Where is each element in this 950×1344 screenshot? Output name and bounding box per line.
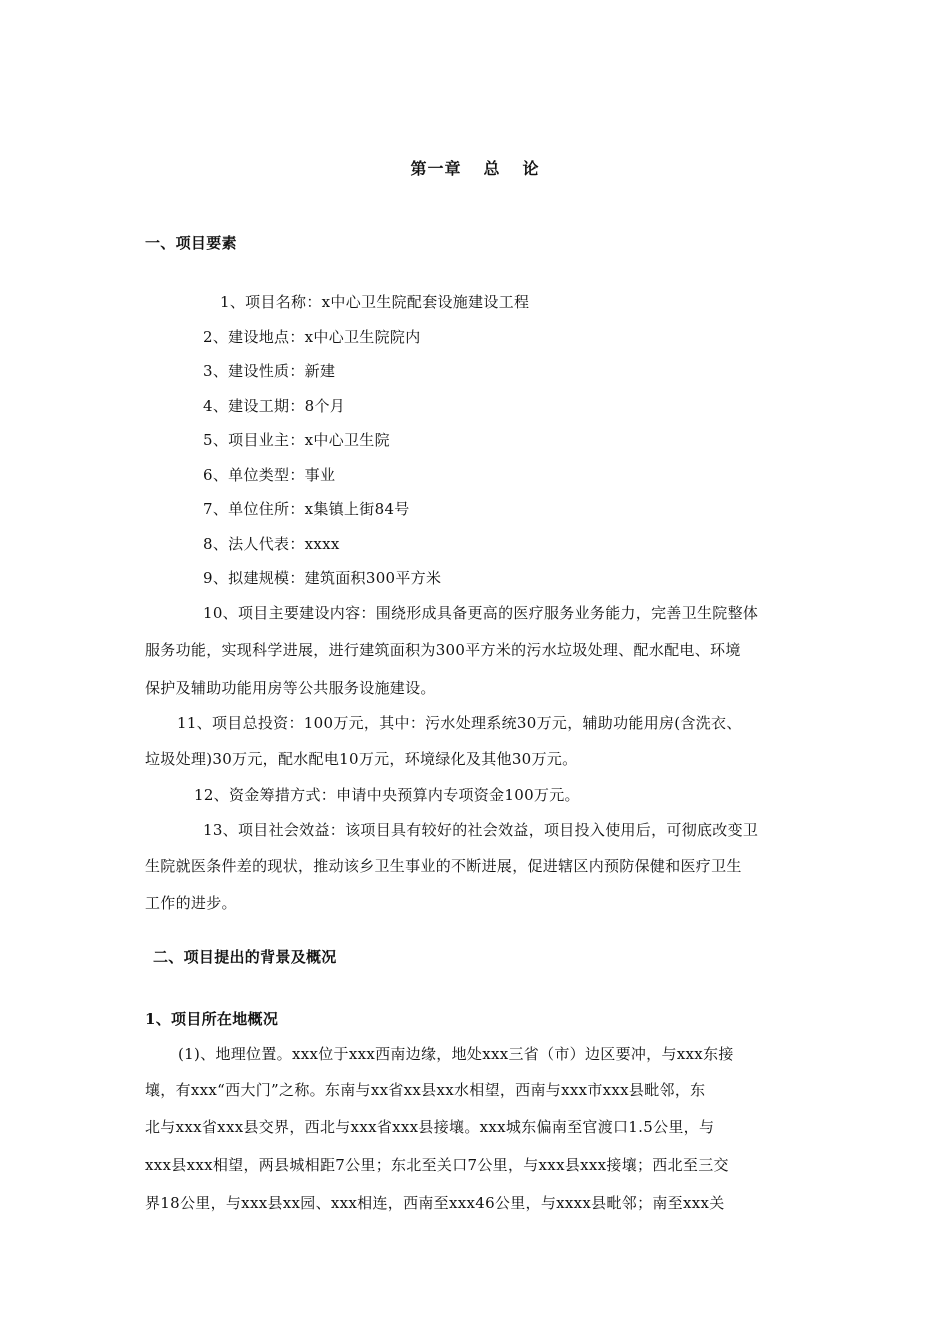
item-6: 6、单位类型：事业 [203,466,336,484]
item-13-line-2: 生院就医条件差的现状，推动该乡卫生事业的不断进展，促进辖区内预防保健和医疗卫生 [145,857,742,875]
chapter-title-part3: 论 [522,159,540,178]
item-11-line-2: 垃圾处理)30万元，配水配电10万元，环境绿化及其他30万元。 [145,750,578,768]
para-line-3: 北与xxx省xxx县交界，西北与xxx省xxx县接壤。xxx城东偏南至官渡口1.5公里，与 [145,1118,715,1136]
item-7: 7、单位住所：x集镇上街84号 [203,500,410,518]
item-4: 4、建设工期：8个月 [203,397,346,415]
chapter-title [0,156,950,179]
item-10-line-1: 10、项目主要建设内容：围绕形成具备更高的医疗服务业务能力，完善卫生院整体 [203,604,759,622]
item-8: 8、法人代表：xxxx [203,535,340,553]
item-5: 5、项目业主：x中心卫生院 [203,431,390,449]
item-11-line-1: 11、项目总投资：100万元，其中：污水处理系统30万元，辅助功能用房(含洗衣、 [177,714,742,732]
para-line-5: 界18公里，与xxx县xx园、xxx相连，西南至xxx46公里，与xxxx县毗邻；南至xxx关 [145,1194,725,1212]
item-3: 3、建设性质：新建 [203,362,336,380]
chapter-title-part1: 第一章 [410,159,462,178]
item-10-line-2: 服务功能，实现科学进展，进行建筑面积为300平方米的污水垃圾处理、配水配电、环境 [145,641,741,659]
item-2: 2、建设地点：x中心卫生院院内 [203,328,421,346]
section1-heading: 一、项目要素 [145,234,237,252]
item-9: 9、拟建规模：建筑面积300平方米 [203,569,442,587]
item-13-line-1: 13、项目社会效益：该项目具有较好的社会效益，项目投入使用后，可彻底改变卫 [203,821,759,839]
item-10-line-3: 保护及辅助功能用房等公共服务设施建设。 [145,679,436,697]
chapter-title-part2: 总 [483,159,501,178]
item-12: 12、资金筹措方式：申请中央预算内专项资金100万元。 [194,786,580,804]
para-line-2: 壤，有xxx“西大门”之称。东南与xx省xx县xx水相望，西南与xxx市xxx县毗邻，东 [145,1081,706,1099]
item-1: 1、项目名称：x中心卫生院配套设施建设工程 [220,293,530,311]
item-13-line-3: 工作的进步。 [145,894,237,912]
para-line-1: (1)、地理位置。xxx位于xxx西南边缘，地处xxx三省（市）边区要冲，与xxx东接 [178,1045,734,1063]
para-line-4: xxx县xxx相望，两县城相距7公里；东北至关口7公里，与xxx县xxx接壤；西北至三交 [145,1156,729,1174]
section2-heading: 二、项目提出的背景及概况 [153,948,337,966]
section2-sub1-heading: 1、项目所在地概况 [145,1010,279,1028]
